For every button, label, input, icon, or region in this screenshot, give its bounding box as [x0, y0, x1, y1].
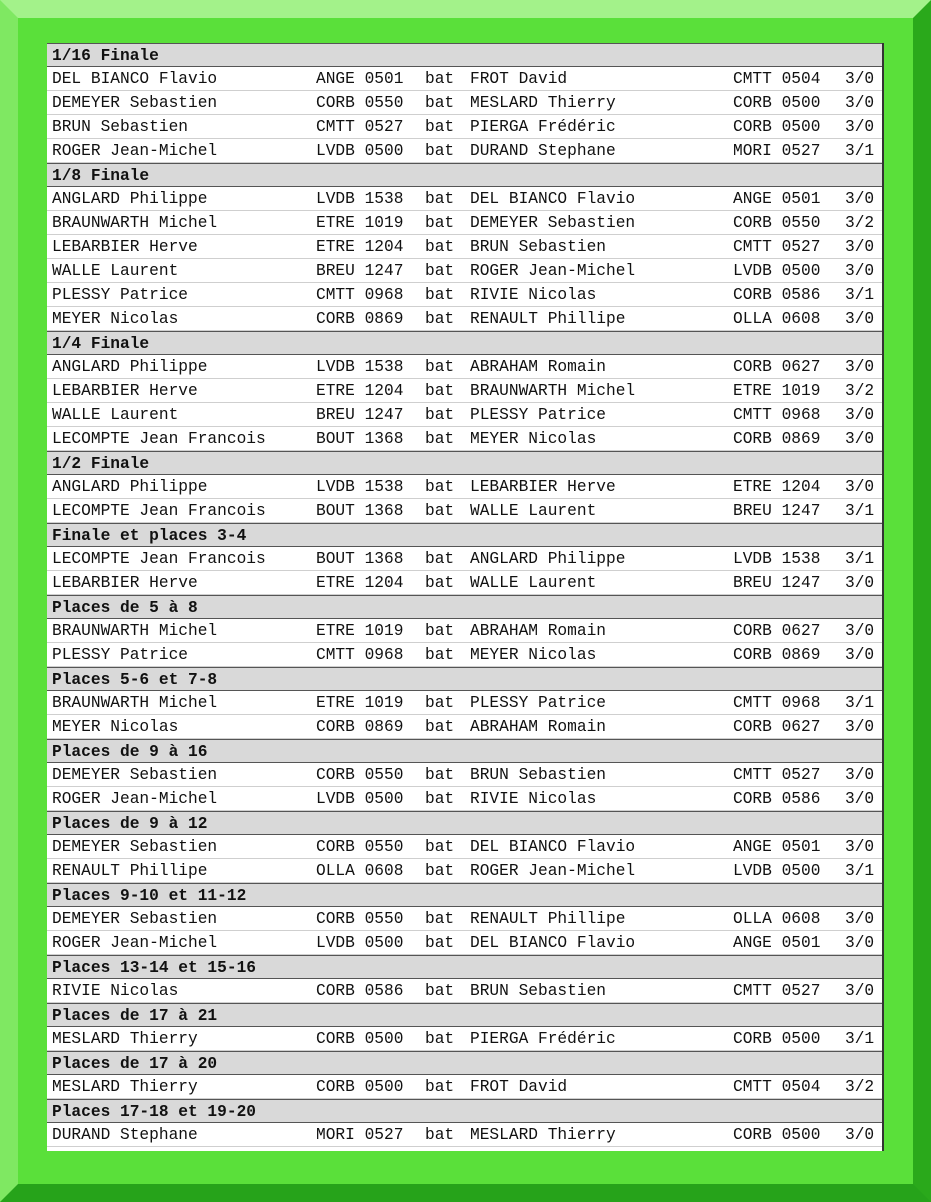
match-score: 3/0	[845, 766, 875, 784]
bat-label: bat	[425, 406, 455, 424]
bat-label: bat	[425, 622, 455, 640]
match-score: 3/0	[845, 790, 875, 808]
match-score: 3/0	[845, 262, 875, 280]
winner-club: ETRE 1019	[316, 694, 404, 712]
match-row	[47, 547, 882, 571]
section-header: Places de 5 à 8	[47, 595, 882, 619]
loser-name: MESLARD Thierry	[470, 1126, 616, 1144]
winner-name: BRUN Sebastien	[52, 118, 188, 136]
section-header: Places de 17 à 20	[47, 1051, 882, 1075]
match-score: 3/1	[845, 694, 875, 712]
match-score: 3/1	[845, 862, 875, 880]
bat-label: bat	[425, 838, 455, 856]
loser-name: PIERGA Frédéric	[470, 118, 616, 136]
winner-club: CORB 0586	[316, 982, 404, 1000]
loser-club: ANGE 0501	[733, 934, 821, 952]
match-score: 3/0	[845, 358, 875, 376]
match-row	[47, 403, 882, 427]
winner-name: ANGLARD Philippe	[52, 190, 208, 208]
winner-club: BOUT 1368	[316, 430, 404, 448]
loser-club: CORB 0627	[733, 718, 821, 736]
winner-club: ETRE 1019	[316, 214, 404, 232]
match-row	[47, 619, 882, 643]
loser-name: LEBARBIER Herve	[470, 478, 616, 496]
loser-club: CORB 0500	[733, 1126, 821, 1144]
loser-name: MESLARD Thierry	[470, 94, 616, 112]
winner-club: CMTT 0527	[316, 118, 404, 136]
match-score: 3/1	[845, 550, 875, 568]
bat-label: bat	[425, 358, 455, 376]
loser-club: CORB 0627	[733, 358, 821, 376]
loser-name: FROT David	[470, 1078, 568, 1096]
bat-label: bat	[425, 766, 455, 784]
winner-club: CORB 0500	[316, 1030, 404, 1048]
loser-club: BREU 1247	[733, 502, 821, 520]
winner-club: ETRE 1204	[316, 238, 404, 256]
winner-name: BRAUNWARTH Michel	[52, 694, 218, 712]
loser-name: PLESSY Patrice	[470, 694, 606, 712]
loser-club: CORB 0500	[733, 1030, 821, 1048]
winner-club: CORB 0550	[316, 766, 404, 784]
loser-club: CORB 0627	[733, 622, 821, 640]
winner-name: DURAND Stephane	[52, 1126, 198, 1144]
bat-label: bat	[425, 502, 455, 520]
loser-club: CORB 0500	[733, 118, 821, 136]
match-row	[47, 1027, 882, 1051]
bat-label: bat	[425, 310, 455, 328]
match-row	[47, 355, 882, 379]
match-row	[47, 211, 882, 235]
section-header: 1/4 Finale	[47, 331, 882, 355]
winner-name: LECOMPTE Jean Francois	[52, 550, 266, 568]
section-header: Places 13-14 et 15-16	[47, 955, 882, 979]
winner-club: CMTT 0968	[316, 286, 404, 304]
section-header: 1/8 Finale	[47, 163, 882, 187]
bat-label: bat	[425, 574, 455, 592]
loser-club: CMTT 0504	[733, 1078, 821, 1096]
section-header: Places 9-10 et 11-12	[47, 883, 882, 907]
winner-name: BRAUNWARTH Michel	[52, 214, 218, 232]
loser-name: MEYER Nicolas	[470, 430, 597, 448]
winner-name: ROGER Jean-Michel	[52, 142, 218, 160]
loser-club: CMTT 0504	[733, 70, 821, 88]
winner-name: ANGLARD Philippe	[52, 358, 208, 376]
match-score: 3/0	[845, 430, 875, 448]
bat-label: bat	[425, 718, 455, 736]
bat-label: bat	[425, 934, 455, 952]
section-header: Places de 9 à 12	[47, 811, 882, 835]
winner-club: LVDB 0500	[316, 934, 404, 952]
bat-label: bat	[425, 190, 455, 208]
winner-club: LVDB 0500	[316, 790, 404, 808]
match-row	[47, 115, 882, 139]
loser-club: CORB 0869	[733, 646, 821, 664]
bat-label: bat	[425, 430, 455, 448]
winner-club: CORB 0869	[316, 310, 404, 328]
match-score: 3/0	[845, 1126, 875, 1144]
loser-club: CMTT 0968	[733, 694, 821, 712]
bat-label: bat	[425, 862, 455, 880]
loser-name: ANGLARD Philippe	[470, 550, 626, 568]
bat-label: bat	[425, 1030, 455, 1048]
match-row	[47, 67, 882, 91]
loser-club: LVDB 0500	[733, 262, 821, 280]
loser-club: CMTT 0968	[733, 406, 821, 424]
loser-name: RIVIE Nicolas	[470, 790, 597, 808]
section-header: 1/2 Finale	[47, 451, 882, 475]
match-score: 3/0	[845, 310, 875, 328]
winner-name: ROGER Jean-Michel	[52, 934, 218, 952]
loser-name: RENAULT Phillipe	[470, 910, 626, 928]
loser-club: CMTT 0527	[733, 238, 821, 256]
winner-name: MEYER Nicolas	[52, 718, 179, 736]
match-score: 3/0	[845, 838, 875, 856]
winner-name: PLESSY Patrice	[52, 286, 188, 304]
loser-club: BREU 1247	[733, 574, 821, 592]
section-header: Places de 17 à 21	[47, 1003, 882, 1027]
winner-club: ETRE 1204	[316, 574, 404, 592]
loser-name: MEYER Nicolas	[470, 646, 597, 664]
winner-name: BRAUNWARTH Michel	[52, 622, 218, 640]
match-score: 3/0	[845, 478, 875, 496]
bat-label: bat	[425, 382, 455, 400]
section-header: Places 17-18 et 19-20	[47, 1099, 882, 1123]
winner-name: MESLARD Thierry	[52, 1030, 198, 1048]
winner-club: MORI 0527	[316, 1126, 404, 1144]
loser-name: BRUN Sebastien	[470, 238, 606, 256]
match-score: 3/0	[845, 934, 875, 952]
match-row	[47, 931, 882, 955]
section-header: Places 5-6 et 7-8	[47, 667, 882, 691]
winner-club: CORB 0500	[316, 1078, 404, 1096]
match-score: 3/0	[845, 118, 875, 136]
winner-club: CORB 0550	[316, 838, 404, 856]
winner-name: MESLARD Thierry	[52, 1078, 198, 1096]
loser-name: ABRAHAM Romain	[470, 622, 606, 640]
winner-name: DEMEYER Sebastien	[52, 910, 218, 928]
match-score: 3/1	[845, 142, 875, 160]
loser-name: PIERGA Frédéric	[470, 1030, 616, 1048]
loser-name: ABRAHAM Romain	[470, 718, 606, 736]
loser-club: CORB 0500	[733, 94, 821, 112]
loser-club: CORB 0550	[733, 214, 821, 232]
winner-name: DEMEYER Sebastien	[52, 94, 218, 112]
winner-name: WALLE Laurent	[52, 262, 179, 280]
bat-label: bat	[425, 910, 455, 928]
winner-name: LEBARBIER Herve	[52, 574, 198, 592]
match-score: 3/0	[845, 982, 875, 1000]
match-score: 3/0	[845, 574, 875, 592]
winner-name: RENAULT Phillipe	[52, 862, 208, 880]
match-score: 3/0	[845, 646, 875, 664]
loser-club: CMTT 0527	[733, 982, 821, 1000]
match-row	[47, 1123, 882, 1147]
match-row	[47, 979, 882, 1003]
bat-label: bat	[425, 238, 455, 256]
winner-name: ANGLARD Philippe	[52, 478, 208, 496]
bat-label: bat	[425, 286, 455, 304]
loser-name: ROGER Jean-Michel	[470, 262, 636, 280]
match-score: 3/2	[845, 214, 875, 232]
loser-name: WALLE Laurent	[470, 502, 597, 520]
winner-name: MEYER Nicolas	[52, 310, 179, 328]
loser-club: CORB 0869	[733, 430, 821, 448]
match-score: 3/1	[845, 502, 875, 520]
winner-club: CORB 0550	[316, 910, 404, 928]
match-row	[47, 187, 882, 211]
winner-name: ROGER Jean-Michel	[52, 790, 218, 808]
loser-name: PLESSY Patrice	[470, 406, 606, 424]
loser-name: BRUN Sebastien	[470, 766, 606, 784]
loser-name: WALLE Laurent	[470, 574, 597, 592]
winner-club: OLLA 0608	[316, 862, 404, 880]
match-row	[47, 283, 882, 307]
match-row	[47, 835, 882, 859]
loser-club: LVDB 0500	[733, 862, 821, 880]
loser-name: DEL BIANCO Flavio	[470, 838, 636, 856]
loser-name: ABRAHAM Romain	[470, 358, 606, 376]
winner-name: DEMEYER Sebastien	[52, 766, 218, 784]
match-row	[47, 499, 882, 523]
bat-label: bat	[425, 1078, 455, 1096]
winner-name: LEBARBIER Herve	[52, 382, 198, 400]
winner-club: BOUT 1368	[316, 502, 404, 520]
loser-club: CORB 0586	[733, 790, 821, 808]
loser-club: ETRE 1204	[733, 478, 821, 496]
loser-name: BRAUNWARTH Michel	[470, 382, 636, 400]
match-row	[47, 715, 882, 739]
winner-club: LVDB 1538	[316, 190, 404, 208]
loser-club: CORB 0586	[733, 286, 821, 304]
match-row	[47, 1075, 882, 1099]
bat-label: bat	[425, 118, 455, 136]
loser-club: OLLA 0608	[733, 310, 821, 328]
winner-club: LVDB 0500	[316, 142, 404, 160]
bat-label: bat	[425, 1126, 455, 1144]
winner-club: CORB 0869	[316, 718, 404, 736]
winner-club: BREU 1247	[316, 406, 404, 424]
loser-club: ETRE 1019	[733, 382, 821, 400]
loser-name: DEMEYER Sebastien	[470, 214, 636, 232]
match-row	[47, 91, 882, 115]
match-score: 3/0	[845, 70, 875, 88]
match-score: 3/0	[845, 406, 875, 424]
bat-label: bat	[425, 694, 455, 712]
bat-label: bat	[425, 70, 455, 88]
bat-label: bat	[425, 142, 455, 160]
loser-club: ANGE 0501	[733, 838, 821, 856]
bat-label: bat	[425, 214, 455, 232]
bat-label: bat	[425, 646, 455, 664]
bat-label: bat	[425, 94, 455, 112]
match-row	[47, 307, 882, 331]
match-score: 3/0	[845, 94, 875, 112]
bat-label: bat	[425, 550, 455, 568]
match-score: 3/2	[845, 382, 875, 400]
loser-club: MORI 0527	[733, 142, 821, 160]
match-row	[47, 859, 882, 883]
winner-name: LECOMPTE Jean Francois	[52, 502, 266, 520]
match-score: 3/0	[845, 910, 875, 928]
match-row	[47, 691, 882, 715]
bat-label: bat	[425, 262, 455, 280]
loser-name: DEL BIANCO Flavio	[470, 190, 636, 208]
loser-club: OLLA 0608	[733, 910, 821, 928]
winner-club: ETRE 1204	[316, 382, 404, 400]
bat-label: bat	[425, 478, 455, 496]
match-row	[47, 139, 882, 163]
winner-name: WALLE Laurent	[52, 406, 179, 424]
match-row	[47, 787, 882, 811]
match-row	[47, 475, 882, 499]
section-header: Finale et places 3-4	[47, 523, 882, 547]
section-header: Places de 9 à 16	[47, 739, 882, 763]
match-row	[47, 907, 882, 931]
loser-club: LVDB 1538	[733, 550, 821, 568]
match-row	[47, 643, 882, 667]
loser-name: RENAULT Phillipe	[470, 310, 626, 328]
winner-club: CORB 0550	[316, 94, 404, 112]
match-score: 3/0	[845, 622, 875, 640]
match-score: 3/1	[845, 1030, 875, 1048]
winner-name: LECOMPTE Jean Francois	[52, 430, 266, 448]
loser-name: RIVIE Nicolas	[470, 286, 597, 304]
winner-club: LVDB 1538	[316, 478, 404, 496]
bat-label: bat	[425, 790, 455, 808]
winner-club: LVDB 1538	[316, 358, 404, 376]
winner-name: LEBARBIER Herve	[52, 238, 198, 256]
winner-name: DEMEYER Sebastien	[52, 838, 218, 856]
winner-club: CMTT 0968	[316, 646, 404, 664]
match-score: 3/0	[845, 718, 875, 736]
match-score: 3/2	[845, 1078, 875, 1096]
match-row	[47, 235, 882, 259]
match-row	[47, 763, 882, 787]
loser-name: FROT David	[470, 70, 568, 88]
loser-name: DEL BIANCO Flavio	[470, 934, 636, 952]
winner-club: ETRE 1019	[316, 622, 404, 640]
bat-label: bat	[425, 982, 455, 1000]
winner-name: PLESSY Patrice	[52, 646, 188, 664]
match-score: 3/1	[845, 286, 875, 304]
loser-club: CMTT 0527	[733, 766, 821, 784]
winner-club: ANGE 0501	[316, 70, 404, 88]
section-header: 1/16 Finale	[47, 43, 882, 67]
loser-name: ROGER Jean-Michel	[470, 862, 636, 880]
match-row	[47, 427, 882, 451]
winner-club: BREU 1247	[316, 262, 404, 280]
match-row	[47, 259, 882, 283]
match-row	[47, 379, 882, 403]
match-score: 3/0	[845, 190, 875, 208]
loser-club: ANGE 0501	[733, 190, 821, 208]
winner-name: RIVIE Nicolas	[52, 982, 179, 1000]
loser-name: DURAND Stephane	[470, 142, 616, 160]
match-row	[47, 571, 882, 595]
results-sheet	[47, 43, 884, 1151]
match-score: 3/0	[845, 238, 875, 256]
winner-name: DEL BIANCO Flavio	[52, 70, 218, 88]
loser-name: BRUN Sebastien	[470, 982, 606, 1000]
winner-club: BOUT 1368	[316, 550, 404, 568]
